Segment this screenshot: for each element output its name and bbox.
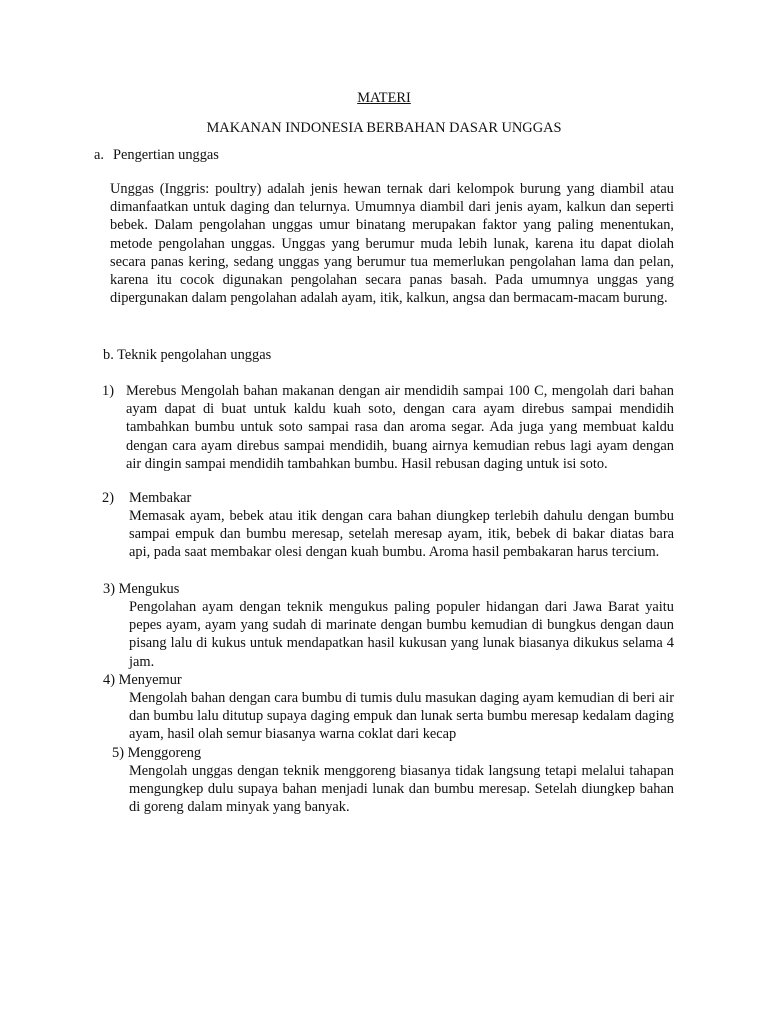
item-4-heading: 4) Menyemur	[103, 672, 182, 688]
item-1-body: Merebus Mengolah bahan makanan dengan air mendidih sampai 100 C, mengolah dari bahan ayam dapat di buat untuk kaldu kuah soto, dengan cara ayam direbus sampai mendidih tambahkan bumbu untuk soto sampai rasa dan aroma segar. Ada juga yang membuat kaldu dengan cara ayam direbus sampai mendidih, buang airnya kemudian rebus lagi ayam dengan air dingin sampai mendidih tambahkan bumbu. Hasil rebusan daging untuk isi soto.	[126, 383, 674, 472]
item-4-body: Mengolah bahan dengan cara bumbu di tumis dulu masukan daging ayam kemudian di beri air dan bumbu lalu ditutup supaya daging empuk dan lunak serta bumbu meresap kedalam daging ayam, hasil olah semur biasanya warna coklat dari kecap	[129, 690, 674, 743]
section-a-title: Pengertian unggas	[113, 147, 219, 163]
item-3-heading: 3) Mengukus	[103, 581, 180, 597]
document-title: MATERI	[357, 90, 411, 106]
item-2-body: Memasak ayam, bebek atau itik dengan cara bahan diungkep terlebih dahulu dengan bumbu sampai empuk dan bumbu meresap, setelah meresap ayam, itik, bebek di bakar diatas bara api, pada saat membakar olesi dengan kuah bumbu. Aroma hasil pembakaran harus tercium.	[129, 508, 674, 561]
item-2-number: 2)	[102, 490, 114, 506]
item-2-heading: Membakar	[129, 490, 192, 506]
section-b-heading: b. Teknik pengolahan unggas	[103, 347, 272, 363]
document-subtitle: MAKANAN INDONESIA BERBAHAN DASAR UNGGAS	[206, 120, 562, 136]
section-a-letter: a.	[94, 147, 104, 163]
section-a-paragraph: Unggas (Inggris: poultry) adalah jenis hewan ternak dari kelompok burung yang diambil atau dimanfaatkan untuk daging dan telurnya. Umumnya diambil dari jenis ayam, kalkun dan seperti bebek. Dalam pengolahan unggas umur binatang merupakan faktor yang paling menentukan, metode pengolahan unggas. Unggas yang berumur muda lebih lunak, karena itu dapat diolah secara panas kering, sedang unggas yang berumur tua memerlukan pengolahan lama dan pelan, karena itu cocok digunakan pengolahan secara panas basah. Pada umumnya unggas yang dipergunakan dalam pengolahan adalah ayam, itik, kalkun, angsa dan bermacam-macam burung.	[110, 181, 674, 307]
item-1-number: 1)	[102, 383, 114, 399]
item-5-body: Mengolah unggas dengan teknik menggoreng biasanya tidak langsung tetapi melalui tahapan mengungkep dulu supaya bahan menjadi lunak dan bumbu meresap. Setelah diungkep bahan di goreng dalam minyak yang banyak.	[129, 763, 674, 816]
item-3-body: Pengolahan ayam dengan teknik mengukus paling populer hidangan dari Jawa Barat yaitu pepes ayam, ayam yang sudah di marinate dengan bumbu kemudian di bungkus dengan daun pisang lalu di kukus untuk mendapatkan hasil kukusan yang lunak biasanya dikukus selama 4 jam.	[129, 599, 674, 670]
item-5-heading: 5) Menggoreng	[112, 745, 202, 761]
